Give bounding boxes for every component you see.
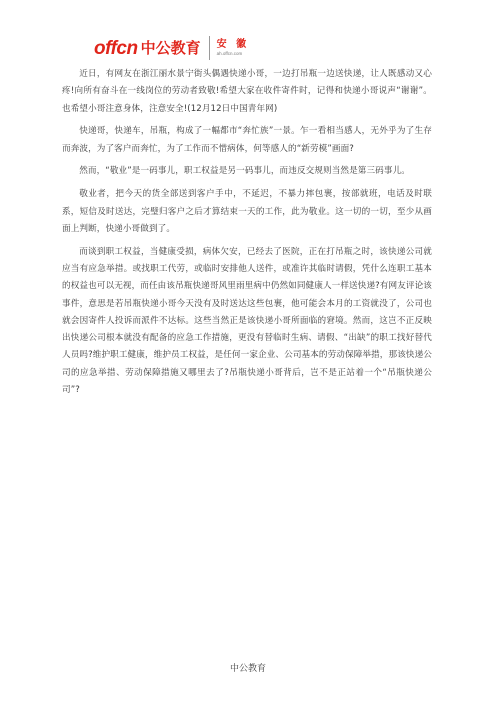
article-paragraph: 而谈到职工权益，当健康受损，病体欠安，已经去了医院，正在打吊瓶之时，该快递公司就应当有应急举措。或找职工代劳，或临时安排他人送件，或准许其临时请假，凭什么连职工基本的权益也可以无视，而任由该吊瓶快递哥风里雨里病中仍然如同健康人一样送快递?有网友评论该事件，意思是若吊瓶快递小哥今天没有及时送达这些包裹，他可能会本月的工资就没了，公司也就会因寄件人投诉而派件不达标。这些当然正是该快递小哥所面临的窘境。然而，这岂不正反映出快递公司根本就没有配备的应急工作措施，更没有替临时生病、请假、“出缺”的职工找好替代人员吗?维护职工健康，维护员工权益，是任何一家企业、公司基本的劳动保障举措，那该快递公司的应急举措、劳动保障措施又哪里去了?吊瓶快递小哥背后，岂不是正站着一个“吊瓶快递公司”? [62, 246, 432, 396]
article-paragraph: 敬业者，把今天的货全部送到客户手中，不延迟，不暴力摔包裹，按部就班，电话及时联系，短信及时送达，完璧归客户之后才算结束一天的工作，此为敬业。这一切的一切，至少从画面上判断，快递小哥做到了。 [62, 189, 432, 234]
page-footer: 中公教育 [229, 664, 266, 674]
article-paragraph: 快递哥，快递车，吊瓶，构成了一幅都市“奔忙族”一景。乍一看相当感人，无外乎为了生存而奔波，为了客户而奔忙，为了工作而不惜病体，何等感人的“新劳模”画面? [62, 126, 432, 154]
brand-logo[interactable]: offcn [94, 37, 138, 59]
article-paragraph: 然而，“敬业”是一码事儿，职工权益是另一码事儿，而违反交规则当然是第三码事儿。 [79, 166, 410, 177]
article-paragraph: 近日，有网友在浙江丽水景宁街头偶遇快递小哥，一边打吊瓶一边送快递，让人既感动又心疼!向所有奋斗在一线岗位的劳动者致敬!希望大家在收件寄件时，记得和快递小哥说声“谢谢”。也希望小哥注意身体，注意安全!(12月12日中国青年网) [62, 69, 432, 114]
header [94, 34, 249, 62]
article-body [62, 66, 432, 405]
header-divider [209, 36, 210, 60]
region-block [217, 40, 249, 57]
region-name: 安 徽 [216, 38, 250, 50]
brand-logo-chinese: 中公教育 [140, 38, 201, 57]
region-url: ah.offcn.com [216, 50, 243, 56]
